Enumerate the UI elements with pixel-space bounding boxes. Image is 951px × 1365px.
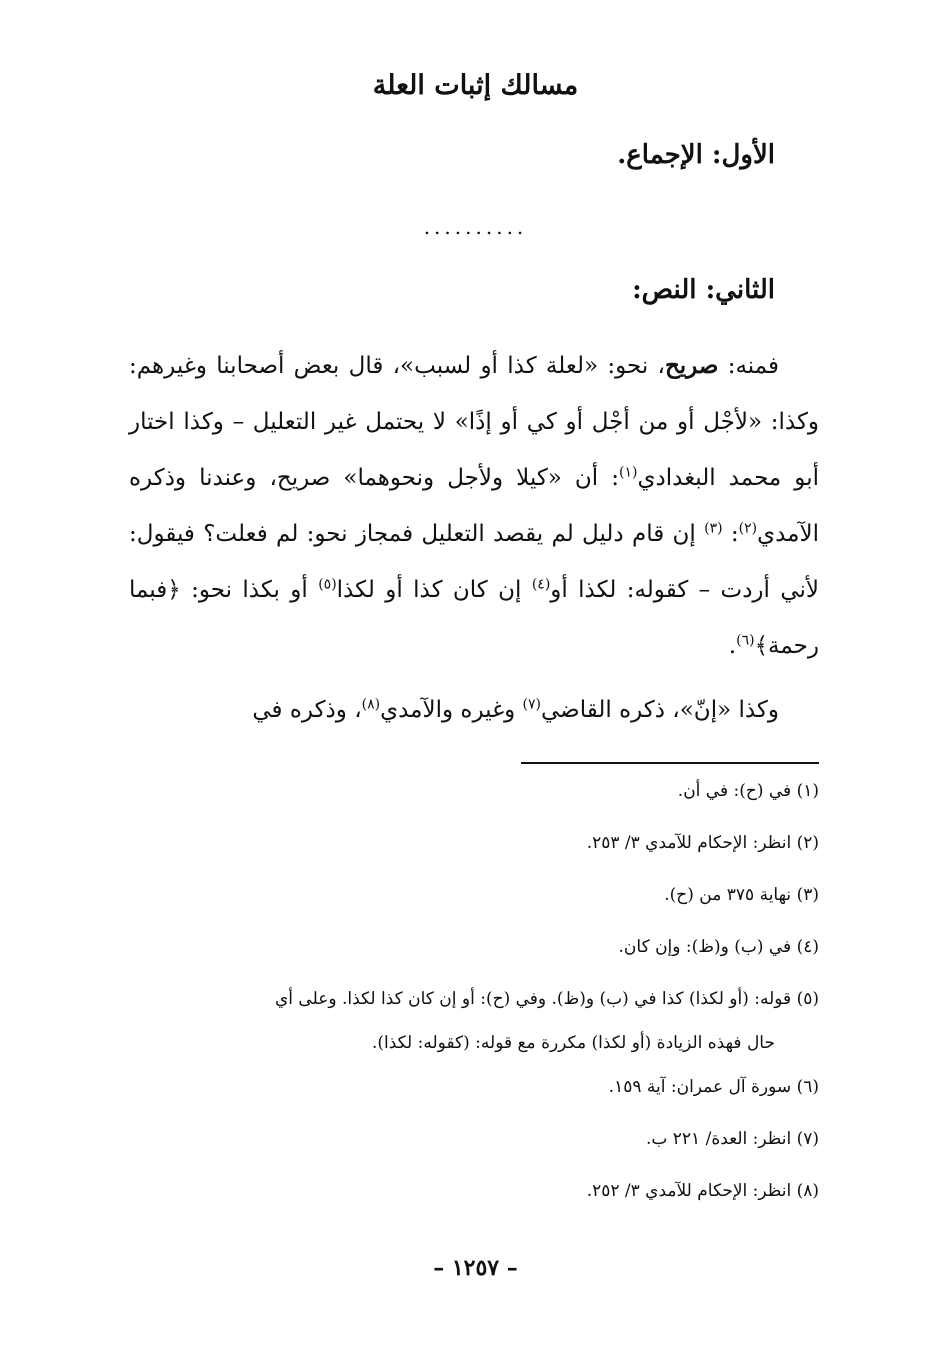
para1-text-d: إن قام دليل لم يقصد التعليل فمجاز نحو: لم فعلت؟ فيقول: لأني أردت – كقوله: لكذا أو [129, 521, 820, 603]
footnote-ref-5[interactable]: (٥) [318, 576, 337, 593]
para1-bold-word: صريح [664, 352, 719, 379]
section-heading-consensus: الأول: الإجماع. [617, 140, 775, 170]
footnote-5-line-1: (٥) قوله: (أو لكذا) كذا في (ب) و(ظ). وفي (ح): أو إن كان كذا لكذا. وعلى أي [274, 989, 819, 1009]
footnote-4: (٤) في (ب) و(ظ): وإن كان. [618, 937, 819, 957]
para1-text-b: : أن «كيلا ولأجل ونحوهما» صريح، وعندنا وذكره الآمدي [129, 465, 820, 547]
para1-text-c: : [722, 521, 739, 547]
page-number: – ١٢٥٧ – [433, 1255, 518, 1281]
footnote-ref-3[interactable]: (٣) [704, 520, 723, 537]
footnote-8: (٨) انظر: الإحكام للآمدي ٣/ ٢٥٢. [586, 1181, 819, 1201]
footnote-5 [99, 986, 819, 1056]
para2-text-c: ، وذكره في [252, 697, 362, 723]
para1-lead: فمنه: [718, 353, 780, 379]
para2-text-b: وغيره والآمدي [380, 697, 523, 723]
page-title: مسالك إثبات العلة [372, 70, 579, 101]
footnote-ref-8[interactable]: (٨) [361, 696, 381, 713]
footnote-1: (١) في (ح): في أن. [677, 781, 819, 801]
footnotes [99, 778, 819, 1230]
footnote-5-line-2: حال فهذه الزيادة (أو لكذا) مكررة مع قوله: (كقوله: لكذا). [371, 1033, 775, 1053]
footnote-divider [521, 762, 819, 764]
footnote-3: (٣) نهاية ٣٧٥ من (ح). [664, 885, 819, 905]
para2-text-a: وكذا «إنّ»، ذكره القاضي [541, 697, 779, 723]
section-heading-text: الثاني: النص: [632, 275, 775, 305]
footnote-ref-4[interactable]: (٤) [531, 576, 551, 593]
footnote-6: (٦) سورة آل عمران: آية ١٥٩. [608, 1077, 819, 1097]
footnote-2: (٢) انظر: الإحكام للآمدي ٣/ ٢٥٣. [586, 833, 819, 853]
para1-text-f: أو بكذا نحو: ﴿فبما رحمة﴾ [129, 577, 819, 659]
para1-text-g: . [728, 633, 737, 659]
para1-text-a: ، نحو: «لعلة كذا أو لسبب»، قال بعض أصحابنا وغيرهم: وكذا: «لأجْل أو من أجْل أو كي أو إذًا» لا يحتمل غير التعليل – وكذا اختار أبو محمد البغدادي [129, 353, 819, 491]
paragraph-inna [129, 682, 819, 738]
para1-text-e: إن كان كذا أو لكذا [336, 577, 532, 603]
paragraph-explicit [129, 338, 819, 674]
ellipsis-separator: .......... [423, 215, 528, 239]
footnote-ref-6[interactable]: (٦) [736, 632, 755, 649]
footnote-ref-1[interactable]: (١) [619, 464, 638, 481]
footnote-ref-2[interactable]: (٢) [738, 520, 758, 537]
footnote-7: (٧) انظر: العدة/ ٢٢١ ب. [645, 1129, 819, 1149]
footnote-ref-7[interactable]: (٧) [522, 696, 542, 713]
main-text [129, 338, 819, 738]
